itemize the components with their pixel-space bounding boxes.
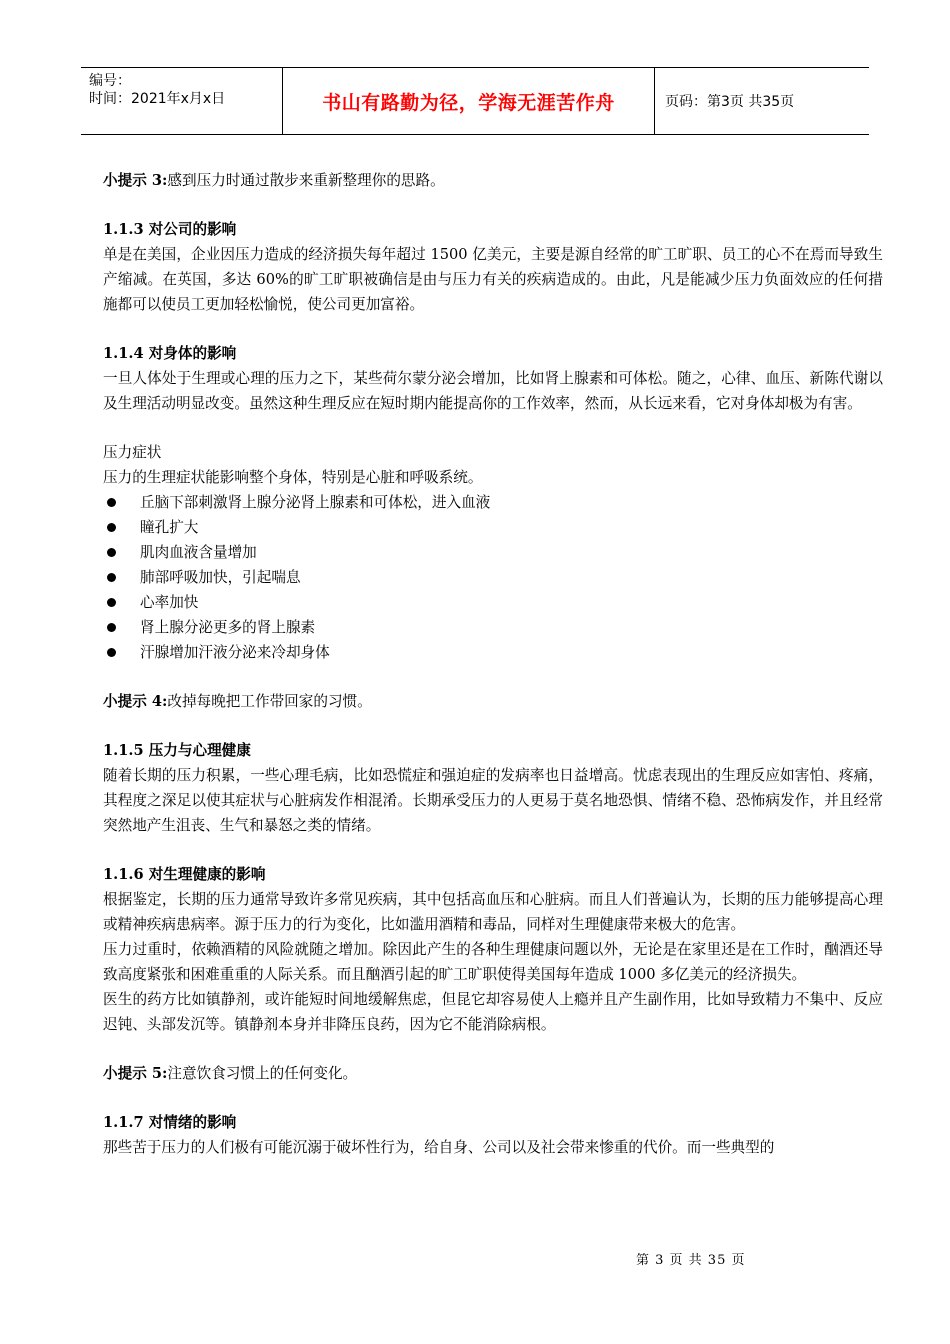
paragraph-1-1-6-b: 压力过重时，依赖酒精的风险就随之增加。除因此产生的各种生理健康问题以外，无论是在家里还是在工作时，酗酒还导致高度紧张和困难重重的人际关系。而且酗酒引起的旷工旷职使得美国每年造成 1000 多亿美元的经济损失。 <box>103 941 883 983</box>
symptom-list <box>103 490 883 665</box>
header-meta <box>81 68 283 134</box>
bullet-icon <box>107 598 116 607</box>
tip-3-label: 小提示 3: <box>103 172 168 189</box>
document-number-label: 编号： <box>89 73 131 89</box>
heading-1-1-3: 1.1.3 对公司的影响 <box>103 221 237 238</box>
list-item: 丘脑下部刺激肾上腺分泌肾上腺素和可体松，进入血液 <box>103 490 883 515</box>
list-item: 肾上腺分泌更多的肾上腺素 <box>103 615 883 640</box>
tip-4-text: 改掉每晚把工作带回家的习惯。 <box>167 693 372 710</box>
tip-5-text: 注意饮食习惯上的任何变化。 <box>167 1065 358 1082</box>
tip-5 <box>103 1061 883 1086</box>
bullet-icon <box>107 573 116 582</box>
tip-3-text: 感到压力时通过散步来重新整理你的思路。 <box>167 172 445 189</box>
bullet-icon <box>107 498 116 507</box>
bullet-icon <box>107 648 116 657</box>
list-item: 心率加快 <box>103 590 883 615</box>
tip-3 <box>103 168 883 193</box>
symptom-intro: 压力的生理症状能影响整个身体，特别是心脏和呼吸系统。 <box>103 469 483 486</box>
header-motto-cell <box>283 68 655 134</box>
header-motto: 书山有路勤为径，学海无涯苦作舟 <box>322 91 615 114</box>
tip-4-label: 小提示 4: <box>103 693 168 710</box>
bullet-icon <box>107 623 116 632</box>
paragraph-1-1-6-c: 医生的药方比如镇静剂，或许能短时间地缓解焦虑，但昆它却容易使人上瘾并且产生副作用，比如导致精力不集中、反应迟钝、头部发沉等。镇静剂本身并非降压良药，因为它不能消除病根。 <box>103 991 883 1033</box>
tip-5-label: 小提示 5: <box>103 1065 168 1082</box>
paragraph-1-1-5: 随着长期的压力积累，一些心理毛病，比如恐慌症和强迫症的发病率也日益增高。忧虑表现出的生理反应如害怕、疼痛，其程度之深足以使其症状与心脏病发作相混淆。长期承受压力的人更易于莫名地恐惧、情绪不稳、恐怖病发作，并且经常突然地产生沮丧、生气和暴怒之类的情绪。 <box>103 767 883 834</box>
header-page-info: 页码：第3页 共35页 <box>665 94 795 110</box>
heading-1-1-6: 1.1.6 对生理健康的影响 <box>103 866 266 883</box>
paragraph-1-1-3: 单是在美国，企业因压力造成的经济损失每年超过 1500 亿美元，主要是源自经常的旷工旷职、员工的心不在焉而导致生产缩减。在英国，多达 60%的旷工旷职被确信是由与压力有关的疾病造成的。由此，凡是能减少压力负面效应的任何措施都可以使员工更加轻松愉悦，使公司更加富裕。 <box>103 246 883 313</box>
bullet-icon <box>107 523 116 532</box>
bullet-icon <box>107 548 116 557</box>
list-item: 瞳孔扩大 <box>103 515 883 540</box>
tip-4 <box>103 689 883 714</box>
paragraph-1-1-6-a: 根据鉴定，长期的压力通常导致许多常见疾病，其中包括高血压和心脏病。而且人们普遍认为，长期的压力能够提高心理或精神疾病患病率。源于压力的行为变化，比如滥用酒精和毒品，同样对生理健康带来极大的危害。 <box>103 891 883 933</box>
list-item: 肺部呼吸加快，引起喘息 <box>103 565 883 590</box>
document-body <box>103 168 883 1160</box>
symptom-title: 压力症状 <box>103 444 162 461</box>
heading-1-1-5: 1.1.5 压力与心理健康 <box>103 742 251 759</box>
page-footer: 第 3 页 共 35 页 <box>636 1253 746 1268</box>
heading-1-1-7: 1.1.7 对情绪的影响 <box>103 1114 237 1131</box>
heading-1-1-4: 1.1.4 对身体的影响 <box>103 345 237 362</box>
paragraph-1-1-4: 一旦人体处于生理或心理的压力之下，某些荷尔蒙分泌会增加，比如肾上腺素和可体松。随之，心律、血压、新陈代谢以及生理活动明显改变。虽然这种生理反应在短时期内能提高你的工作效率，然而，从长远来看，它对身体却极为有害。 <box>103 370 883 412</box>
page-header <box>81 67 869 135</box>
list-item: 汗腺增加汗液分泌来冷却身体 <box>103 640 883 665</box>
list-item: 肌肉血液含量增加 <box>103 540 883 565</box>
paragraph-1-1-7: 那些苦于压力的人们极有可能沉溺于破坏性行为，给自身、公司以及社会带来惨重的代价。而一些典型的 <box>103 1139 775 1156</box>
document-time-label: 时间：2021年x月x日 <box>89 91 226 107</box>
